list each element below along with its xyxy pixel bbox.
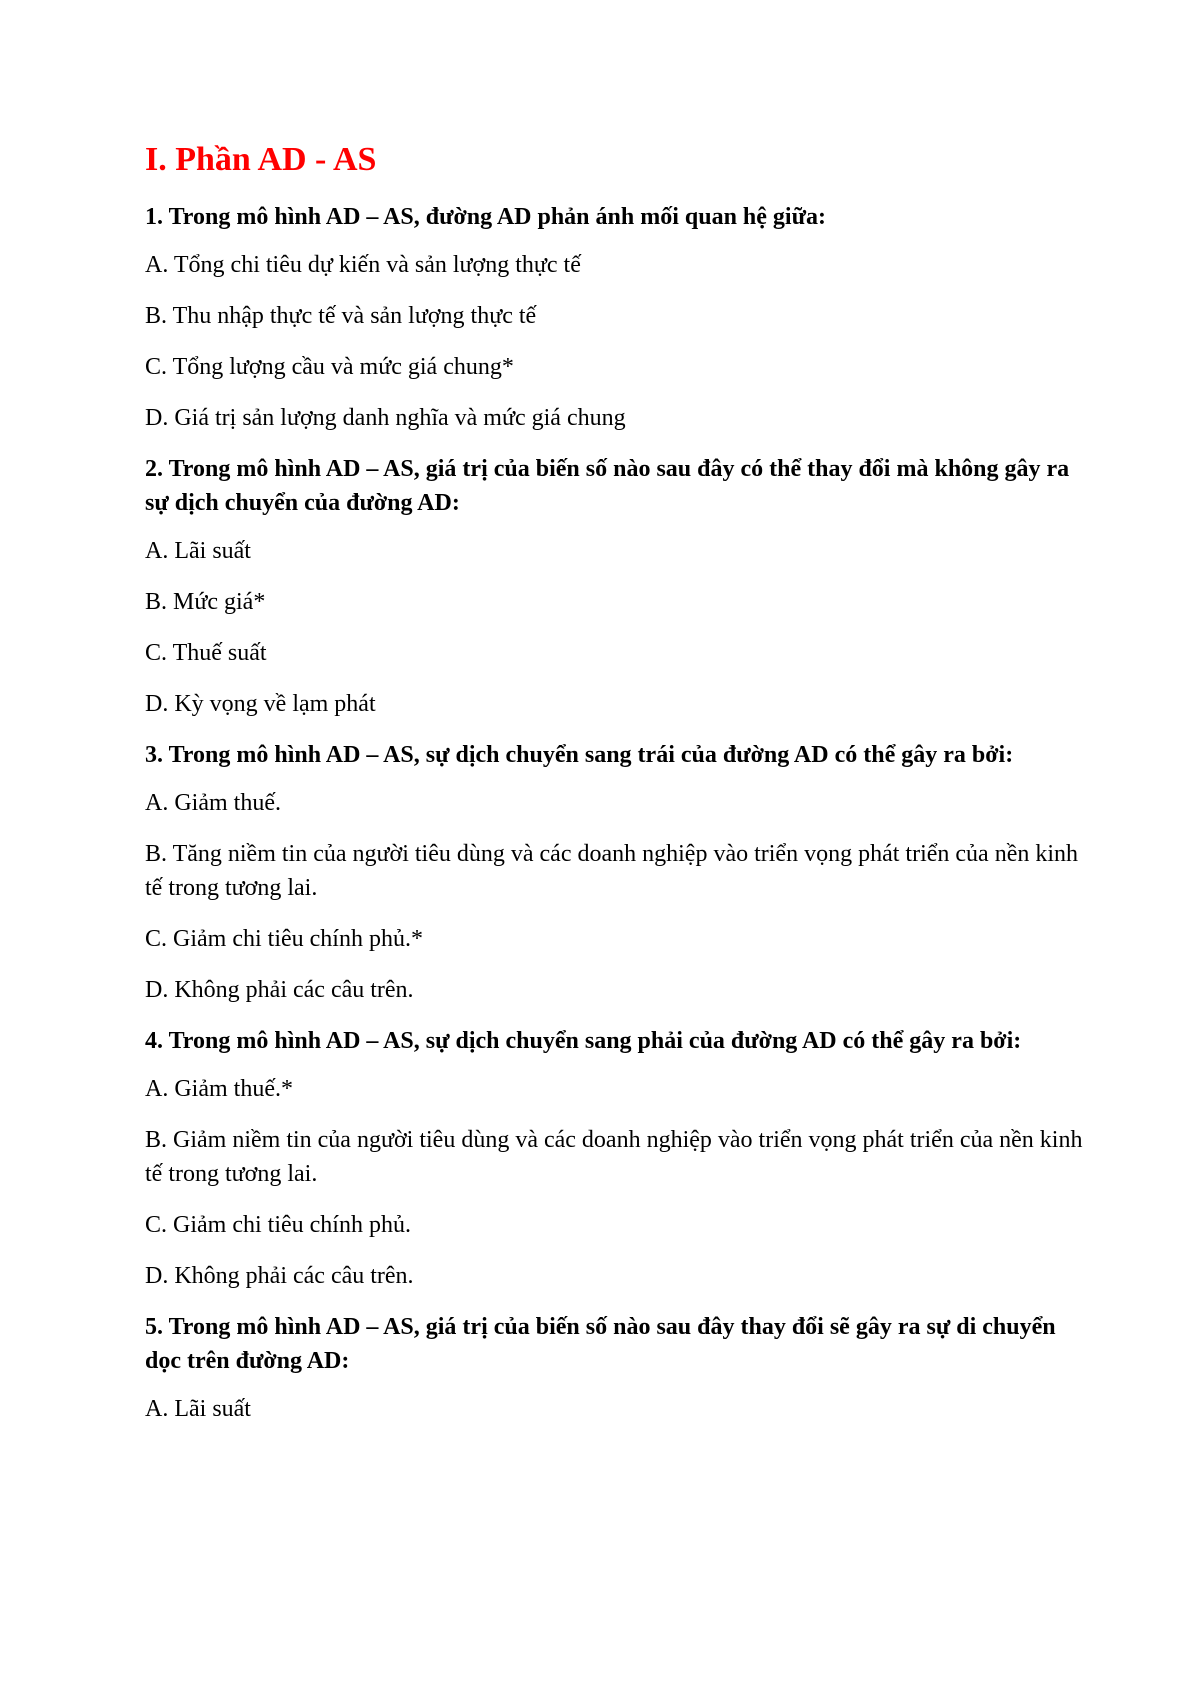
question-text: 4. Trong mô hình AD – AS, sự dịch chuyển sang phải của đường AD có thể gây ra bởi: bbox=[145, 1028, 1022, 1054]
question-text: 3. Trong mô hình AD – AS, sự dịch chuyển sang trái của đường AD có thể gây ra bởi: bbox=[145, 742, 1014, 768]
answer-option: B. Giảm niềm tin của người tiêu dùng và các doanh nghiệp vào triển vọng phát triển của nền kinh tế trong tương lai. bbox=[145, 1127, 1083, 1187]
answer-option: D. Không phải các câu trên. bbox=[145, 1263, 414, 1289]
answer-option: C. Thuế suất bbox=[145, 640, 267, 666]
question-text: 2. Trong mô hình AD – AS, giá trị của biến số nào sau đây có thể thay đổi mà không gây ra sự dịch chuyển của đường AD: bbox=[145, 456, 1070, 516]
answer-option: D. Kỳ vọng về lạm phát bbox=[145, 691, 376, 717]
question-block-3 bbox=[145, 738, 1095, 1007]
document-page bbox=[145, 140, 1095, 1443]
question-block-4 bbox=[145, 1024, 1095, 1293]
answer-option: D. Giá trị sản lượng danh nghĩa và mức giá chung bbox=[145, 405, 626, 431]
answer-option: A. Giảm thuế. bbox=[145, 790, 281, 816]
answer-option: C. Giảm chi tiêu chính phủ. bbox=[145, 1212, 411, 1238]
answer-option: A. Lãi suất bbox=[145, 1396, 251, 1422]
answer-option: B. Tăng niềm tin của người tiêu dùng và các doanh nghiệp vào triển vọng phát triển của nền kinh tế trong tương lai. bbox=[145, 841, 1079, 901]
answer-option: C. Tổng lượng cầu và mức giá chung* bbox=[145, 354, 514, 380]
answer-option: A. Lãi suất bbox=[145, 538, 251, 564]
question-text: 1. Trong mô hình AD – AS, đường AD phản ánh mối quan hệ giữa: bbox=[145, 204, 826, 230]
question-text: 5. Trong mô hình AD – AS, giá trị của biến số nào sau đây thay đổi sẽ gây ra sự di chuyển dọc trên đường AD: bbox=[145, 1314, 1056, 1374]
question-block-5 bbox=[145, 1310, 1095, 1426]
question-block-1 bbox=[145, 200, 1095, 435]
answer-option: D. Không phải các câu trên. bbox=[145, 977, 414, 1003]
answer-option: A. Giảm thuế.* bbox=[145, 1076, 293, 1102]
answer-option: B. Thu nhập thực tế và sản lượng thực tế bbox=[145, 303, 537, 329]
answer-option: B. Mức giá* bbox=[145, 589, 266, 615]
section-title: I. Phần AD - AS bbox=[145, 141, 377, 178]
answer-option: A. Tổng chi tiêu dự kiến và sản lượng thực tế bbox=[145, 252, 581, 278]
question-block-2 bbox=[145, 452, 1095, 721]
answer-option: C. Giảm chi tiêu chính phủ.* bbox=[145, 926, 423, 952]
